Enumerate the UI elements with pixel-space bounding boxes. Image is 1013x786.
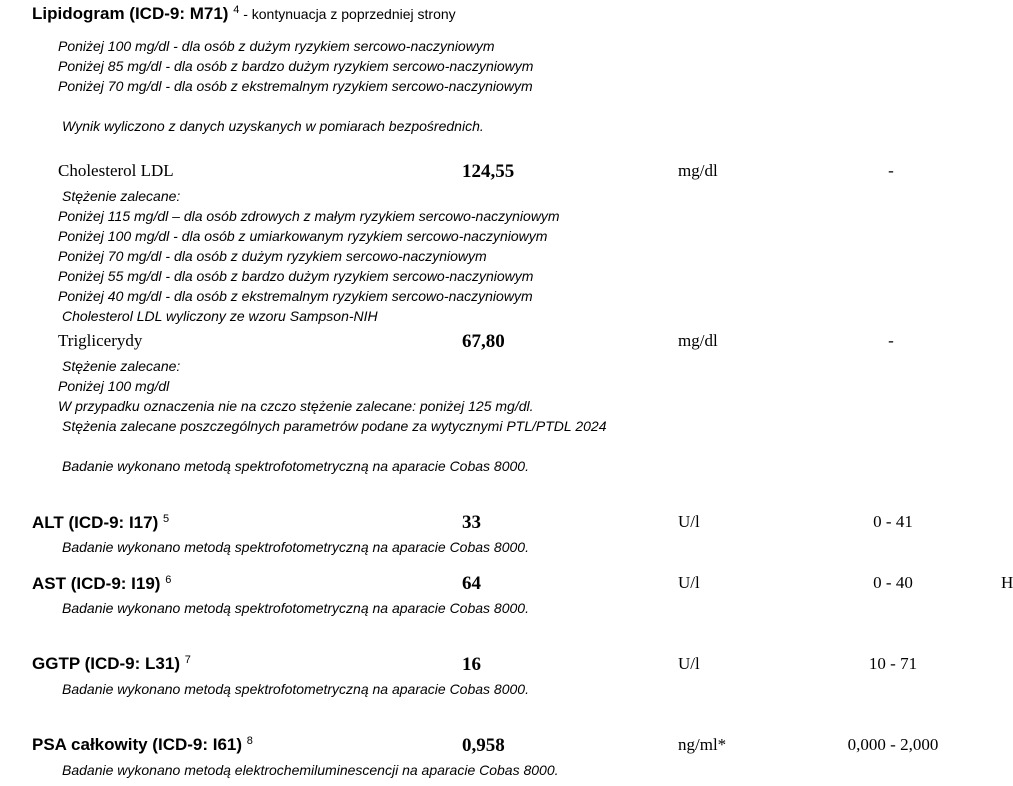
psa-title-text: PSA całkowity (ICD-9: I61) [32,735,243,754]
ldl-note-line: Poniżej 70 mg/dl - dla osób z dużym ryzykiem sercowo-naczyniowym [58,248,487,264]
ldl-unit: mg/dl [678,161,718,180]
ast-unit: U/l [678,573,700,592]
ast-reference: 0 - 40 [873,573,913,592]
alt-reference: 0 - 41 [873,512,913,531]
ldl-reference: - [888,161,894,180]
alt-unit: U/l [678,512,700,531]
ldl-value: 124,55 [462,161,515,182]
ggtp-value: 16 [462,654,481,675]
tg-note-line: Stężenia zalecane poszczególnych parametrów podane za wytycznymi PTL/PTDL 2024 [62,418,607,434]
ggtp-footnote-marker: 7 [184,654,191,666]
psa-unit: ng/ml* [678,735,727,754]
alt-title [32,513,169,533]
tg-reference: - [888,331,894,350]
lipidogram-title-text: Lipidogram (ICD-9: M71) [32,4,229,23]
ldl-note-line: Stężenie zalecane: [62,188,181,204]
lipidogram-title [32,4,456,24]
ast-title [32,574,171,594]
lipidogram-continuation: - kontynuacja z poprzedniej strony [239,6,456,22]
ldl-note-line: Poniżej 100 mg/dl - dla osób z umiarkowanym ryzykiem sercowo-naczyniowym [58,228,548,244]
ldl-note-line: Poniżej 115 mg/dl – dla osób zdrowych z małym ryzykiem sercowo-naczyniowym [58,208,560,224]
ggtp-reference: 10 - 71 [868,654,918,673]
ldl-note-line: Cholesterol LDL wyliczony ze wzoru Sampson-NIH [62,308,378,324]
tg-note-line: Poniżej 100 mg/dl [58,378,170,394]
ggtp-unit: U/l [678,654,700,673]
tg-value: 67,80 [462,331,505,352]
alt-footnote-marker: 5 [162,513,170,525]
psa-footnote-marker: 8 [246,735,253,747]
ldl-note-line: Poniżej 40 mg/dl - dla osób z ekstremalnym ryzykiem sercowo-naczyniowym [58,288,533,304]
psa-method: Badanie wykonano metodą elektrochemiluminescencji na aparacie Cobas 8000. [62,762,559,778]
ggtp-title-text: GGTP (ICD-9: L31) [32,654,180,673]
tg-name: Triglicerydy [58,331,143,350]
calculation-note: Wynik wyliczono z danych uzyskanych w pomiarach bezpośrednich. [62,118,484,134]
ast-flag: H [1001,573,1013,592]
ast-method: Badanie wykonano metodą spektrofotometryczną na aparacie Cobas 8000. [62,600,529,616]
ast-footnote-marker: 6 [165,574,172,586]
ast-title-text: AST (ICD-9: I19) [32,574,161,593]
psa-title [32,735,253,755]
psa-reference: 0,000 - 2,000 [847,735,939,754]
hdl-note-line: Poniżej 70 mg/dl - dla osób z ekstremalnym ryzykiem sercowo-naczyniowym [58,78,533,94]
tg-unit: mg/dl [678,331,718,350]
ldl-name: Cholesterol LDL [58,161,174,180]
tg-note-line: Stężenie zalecane: [62,358,181,374]
alt-value: 33 [462,512,481,533]
ldl-note-line: Poniżej 55 mg/dl - dla osób z bardzo dużym ryzykiem sercowo-naczyniowym [58,268,534,284]
lipidogram-footnote-marker: 4 [233,4,240,16]
lipidogram-method: Badanie wykonano metodą spektrofotometryczną na aparacie Cobas 8000. [62,458,529,474]
ast-value: 64 [462,573,481,594]
psa-value: 0,958 [462,735,505,756]
hdl-note-line: Poniżej 85 mg/dl - dla osób z bardzo dużym ryzykiem sercowo-naczyniowym [58,58,534,74]
ggtp-title [32,654,191,674]
tg-note-line: W przypadku oznaczenia nie na czczo stężenie zalecane: poniżej 125 mg/dl. [58,398,534,414]
alt-title-text: ALT (ICD-9: I17) [32,513,159,532]
ggtp-method: Badanie wykonano metodą spektrofotometryczną na aparacie Cobas 8000. [62,681,529,697]
hdl-note-line: Poniżej 100 mg/dl - dla osób z dużym ryzykiem sercowo-naczyniowym [58,38,495,54]
alt-method: Badanie wykonano metodą spektrofotometryczną na aparacie Cobas 8000. [62,539,529,555]
